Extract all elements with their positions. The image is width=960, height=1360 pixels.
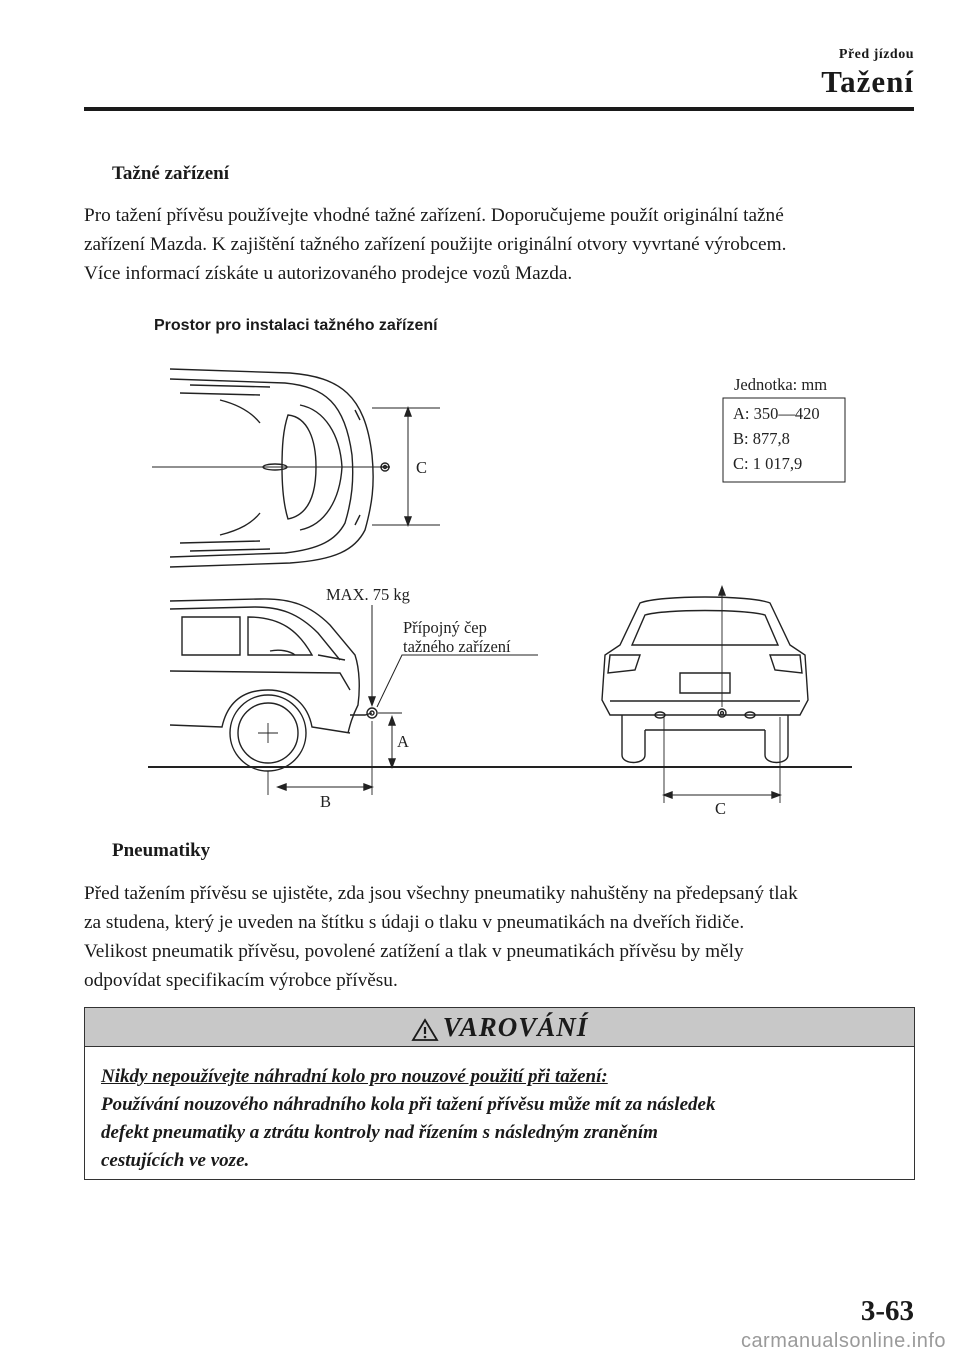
max-load-label: MAX. 75 kg xyxy=(326,585,410,604)
side-view-car xyxy=(170,599,359,771)
watermark: carmanualsonline.info xyxy=(740,1330,946,1352)
unit-label: Jednotka: mm xyxy=(734,375,828,394)
top-view-car xyxy=(152,369,390,567)
warning-line: defekt pneumatiky a ztrátu kontroly nad řízením s následným zraněním xyxy=(101,1122,658,1143)
header-rule xyxy=(84,107,914,111)
dimension-letter-c-rear: C xyxy=(715,799,727,818)
rear-view-car xyxy=(602,597,808,763)
warning-text xyxy=(101,1063,715,1175)
warning-triangle-icon xyxy=(411,1018,439,1042)
chapter-label: Před jízdou xyxy=(838,47,914,62)
pin-label-line-2: tažného zařízení xyxy=(403,637,511,656)
paragraph-line: zařízení Mazda. K zajištění tažného zařízení použijte originální otvory vyvrtané výrobcem. xyxy=(84,234,787,255)
page-number: 3-63 xyxy=(860,1295,914,1327)
dimension-b-value: B: 877,8 xyxy=(733,429,790,448)
dimension-letter-b: B xyxy=(320,792,332,811)
tires-paragraph xyxy=(84,879,924,995)
paragraph-line: Pro tažení přívěsu používejte vhodné tažné zařízení. Doporučujeme použít originální tažné xyxy=(84,205,784,226)
paragraph-line: za studena, který je uveden na štítku s údaji o tlaku v pneumatikách na dveřích řidiče. xyxy=(84,912,745,933)
warning-line: cestujících ve voze. xyxy=(101,1150,250,1171)
dimension-c-value: C: 1 017,9 xyxy=(733,454,803,473)
paragraph-line: Více informací získáte u autorizovaného prodejce vozů Mazda. xyxy=(84,263,573,284)
warning-box xyxy=(84,1007,915,1180)
dimension-letter-a: A xyxy=(397,732,409,751)
paragraph-line: Velikost pneumatik přívěsu, povolené zatížení a tlak v pneumatikách přívěsu by měly xyxy=(84,941,744,962)
section-title: Tažení xyxy=(821,64,914,99)
paragraph-line: Před tažením přívěsu se ujistěte, zda jsou všechny pneumatiky nahuštěny na předepsaný tlak xyxy=(84,883,798,904)
figure-caption: Prostor pro instalaci tažného zařízení xyxy=(154,317,438,334)
towing-device-paragraph xyxy=(84,201,924,288)
warning-line: Používání nouzového náhradního kola při tažení přívěsu může mít za následek xyxy=(101,1094,716,1115)
warning-header xyxy=(85,1008,914,1047)
dimension-a-value: A: 350—420 xyxy=(733,404,820,423)
pin-label-line-1: Přípojný čep xyxy=(403,618,487,637)
tires-heading: Pneumatiky xyxy=(112,840,211,861)
towing-device-heading: Tažné zařízení xyxy=(112,163,229,184)
warning-title: VAROVÁNÍ xyxy=(442,1012,589,1042)
dimension-letter-c-top: C xyxy=(416,458,428,477)
paragraph-line: odpovídat specifikacím výrobce přívěsu. xyxy=(84,970,398,991)
warning-heading: Nikdy nepoužívejte náhradní kolo pro nouzové použití při tažení: xyxy=(101,1066,608,1087)
tow-hitch-diagram xyxy=(140,355,860,830)
